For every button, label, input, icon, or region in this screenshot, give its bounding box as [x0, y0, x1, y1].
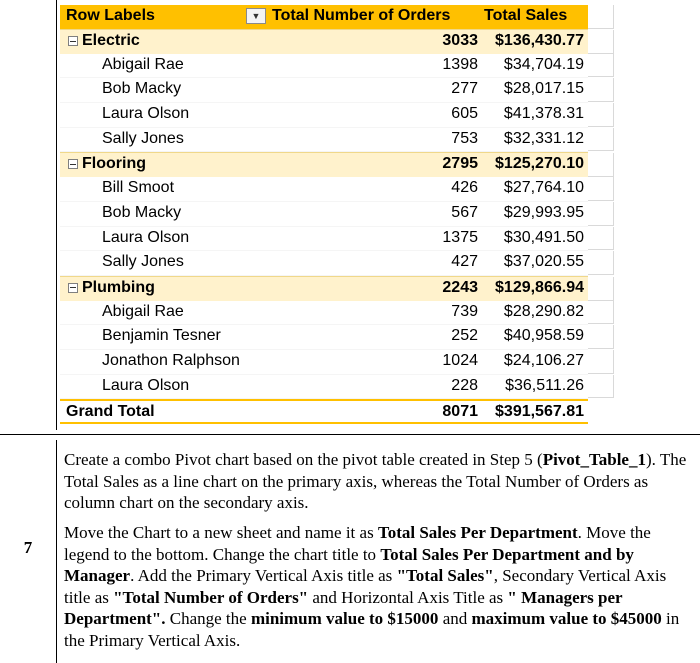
grand-total-row	[60, 399, 588, 424]
department-orders: 2795	[442, 155, 478, 173]
sheet-gridcell	[588, 227, 614, 251]
manager-label: Laura Olson	[102, 376, 190, 394]
sheet-gridcell	[588, 78, 614, 102]
sheet-gridcell	[588, 54, 614, 78]
step-instructions-paragraph-1	[64, 449, 696, 514]
department-orders: 3033	[442, 32, 478, 49]
manager-orders: 605	[451, 105, 478, 123]
manager-orders: 567	[451, 203, 478, 221]
manager-orders: 1024	[442, 351, 478, 369]
collapse-toggle-icon[interactable]	[68, 283, 78, 293]
manager-row	[60, 54, 588, 79]
sheet-gridcell	[588, 103, 614, 127]
manager-orders: 228	[451, 376, 478, 394]
department-label: Plumbing	[82, 278, 155, 296]
text-run: Total Sales Per Department and by Manager	[64, 544, 634, 585]
grand-total-sales: $391,567.81	[495, 403, 584, 421]
manager-label: Laura Olson	[102, 105, 190, 123]
department-sales: $125,270.10	[495, 155, 584, 173]
manager-row	[60, 177, 588, 202]
text-run: "Total Number of Orders"	[113, 587, 309, 607]
manager-orders: 1398	[442, 55, 478, 73]
sheet-gridcell	[588, 128, 614, 152]
manager-label: Abigail Rae	[102, 302, 184, 320]
manager-row	[60, 301, 588, 326]
department-label: Electric	[82, 32, 140, 49]
manager-sales: $41,378.31	[503, 105, 584, 123]
department-sales: $136,430.77	[495, 32, 584, 49]
manager-row	[60, 251, 588, 276]
sheet-gridcell	[588, 202, 614, 226]
text-run: . Add the Primary Vertical Axis title as	[130, 566, 397, 585]
grand-total-orders: 8071	[442, 403, 478, 421]
sheet-gridcell	[588, 177, 614, 201]
manager-label: Bob Macky	[102, 203, 182, 221]
sheet-gridcell	[588, 5, 614, 29]
text-run: and Horizontal Axis Title as	[308, 587, 508, 607]
manager-orders: 1375	[442, 228, 478, 246]
step-number: 7	[23, 538, 33, 557]
manager-orders: 252	[451, 327, 478, 345]
sheet-gridcell	[588, 277, 614, 301]
manager-orders: 739	[451, 302, 478, 320]
department-row-electric	[60, 29, 588, 54]
text-run: Move the Chart to a new sheet and name it as	[64, 523, 378, 542]
grand-total-label: Grand Total	[66, 403, 155, 421]
manager-orders: 426	[451, 179, 478, 197]
sheet-gridcell	[588, 350, 614, 374]
text-run: Pivot_Table_1	[542, 450, 646, 469]
pivot-body	[60, 29, 588, 399]
filter-dropdown-icon[interactable]: ▼	[246, 8, 266, 24]
text-run: " Managers per Department".	[64, 587, 623, 628]
manager-label: Bill Smoot	[102, 179, 175, 197]
text-run: Total Sales Per Department	[377, 523, 578, 542]
sheet-gridcell	[588, 375, 614, 399]
row-labels-header: Row Labels	[66, 7, 155, 24]
sheet-gridcell	[588, 153, 614, 177]
department-sales: $129,866.94	[495, 278, 584, 296]
department-row-plumbing	[60, 276, 588, 301]
manager-row	[60, 350, 588, 375]
pivot-table	[60, 5, 588, 424]
text-run: minimum value to $15000	[250, 609, 439, 628]
manager-label: Sally Jones	[102, 253, 184, 271]
text-run: ). The Total Sales as a line chart on the primary axis, whereas the Total Number of Orders as column chart on the secondary axis.	[64, 450, 687, 512]
manager-label: Benjamin Tesner	[102, 327, 221, 345]
manager-label: Sally Jones	[102, 129, 184, 147]
manager-sales: $29,993.95	[503, 203, 584, 221]
manager-sales: $27,764.10	[503, 179, 584, 197]
manager-row	[60, 227, 588, 252]
total-orders-header: Total Number of Orders	[272, 7, 451, 24]
manager-sales: $36,511.26	[505, 376, 584, 394]
manager-row	[60, 375, 588, 400]
total-sales-header: Total Sales	[484, 7, 568, 24]
text-run: Change the	[165, 609, 251, 628]
pivot-header-row	[60, 5, 588, 29]
manager-orders: 427	[451, 253, 478, 271]
sheet-gridcell	[588, 301, 614, 325]
manager-label: Jonathon Ralphson	[102, 351, 240, 369]
manager-row	[60, 128, 588, 153]
text-run: . Move the legend to the bottom. Change the chart title to	[64, 523, 651, 564]
manager-orders: 277	[451, 80, 478, 98]
manager-label: Laura Olson	[102, 228, 190, 246]
manager-sales: $30,491.50	[503, 228, 584, 246]
manager-sales: $28,017.15	[503, 80, 584, 98]
manager-label: Abigail Rae	[102, 55, 184, 73]
text-run: in the Primary Vertical Axis.	[64, 609, 680, 650]
text-run: maximum value to $45000	[471, 609, 662, 628]
department-label: Flooring	[82, 155, 146, 173]
manager-label: Bob Macky	[102, 80, 182, 98]
sheet-gridcell	[588, 30, 614, 54]
table-left-border-lower	[56, 440, 57, 663]
manager-sales: $40,958.59	[503, 327, 584, 345]
sheet-gridcell	[588, 325, 614, 349]
step-instructions-paragraph-2	[64, 522, 696, 651]
table-left-border	[56, 0, 57, 430]
text-run: , Secondary Vertical Axis title as	[64, 566, 667, 607]
manager-orders: 753	[451, 129, 478, 147]
manager-row	[60, 325, 588, 350]
manager-sales: $34,704.19	[503, 55, 584, 73]
department-orders: 2243	[442, 278, 478, 296]
text-run: Create a combo Pivot chart based on the pivot table created in Step 5 (	[64, 450, 543, 469]
manager-row	[60, 78, 588, 103]
collapse-toggle-icon[interactable]	[68, 36, 78, 46]
manager-row	[60, 103, 588, 128]
collapse-toggle-icon[interactable]	[68, 159, 78, 169]
manager-row	[60, 202, 588, 227]
text-run: and	[438, 609, 472, 628]
text-run: "Total Sales"	[396, 566, 494, 585]
manager-sales: $28,290.82	[503, 302, 584, 320]
manager-sales: $32,331.12	[503, 129, 584, 147]
department-row-flooring	[60, 152, 588, 177]
table-row-divider	[0, 434, 700, 435]
manager-sales: $37,020.55	[503, 253, 584, 271]
sheet-gridcell	[588, 251, 614, 275]
manager-sales: $24,106.27	[503, 351, 584, 369]
